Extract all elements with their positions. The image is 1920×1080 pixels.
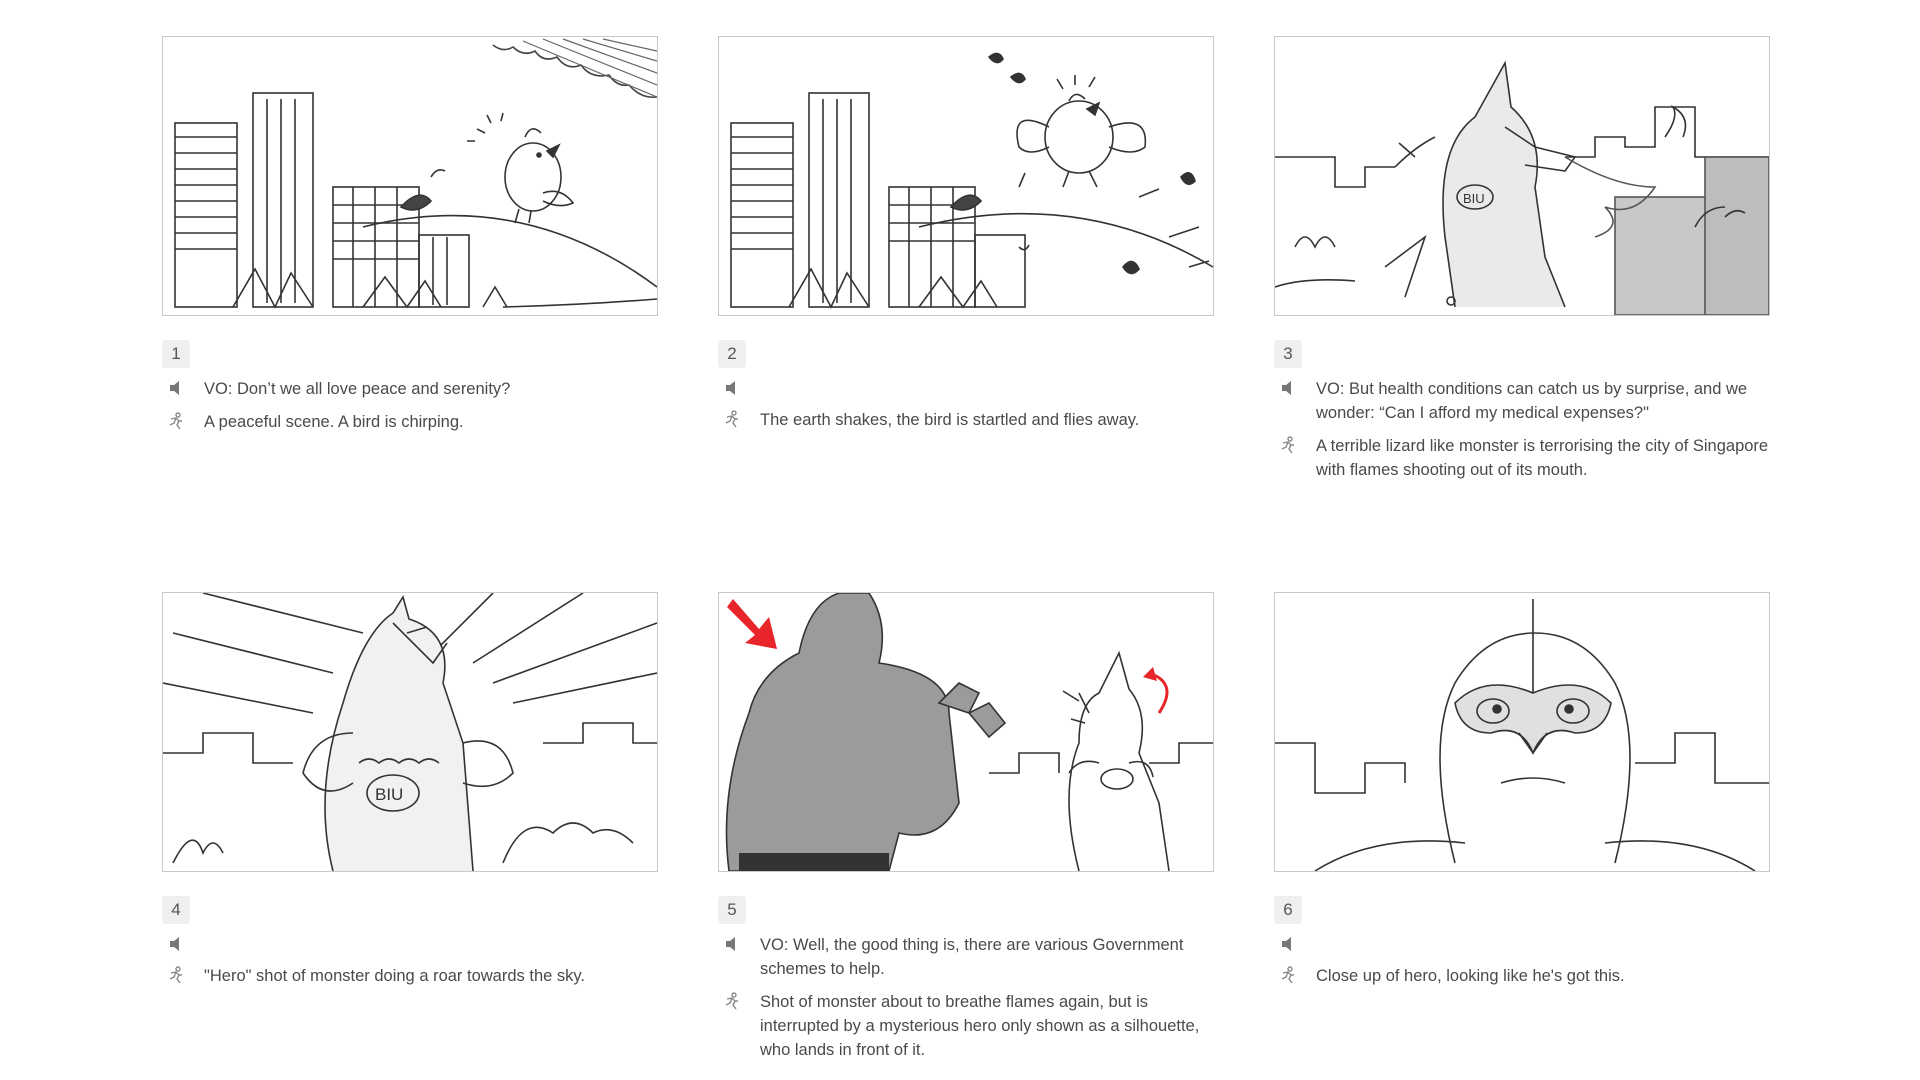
sketch-hero-silhouette <box>719 593 1213 871</box>
audio-row <box>1274 933 1770 955</box>
action-text: "Hero" shot of monster doing a roar towards the sky. <box>204 967 585 985</box>
running-figure-icon <box>162 410 190 432</box>
audio-row <box>718 933 1214 981</box>
sketch-monster-city <box>1275 37 1769 315</box>
action-row <box>718 990 1214 1062</box>
speaker-icon <box>1274 377 1302 399</box>
panel-number: 5 <box>718 896 746 924</box>
panel-number: 2 <box>718 340 746 368</box>
speaker-icon <box>1274 933 1302 955</box>
storyboard-panel-1 <box>162 36 658 434</box>
running-figure-icon <box>1274 434 1302 456</box>
audio-text: VO: Well, the good thing is, there are various Government schemes to help. <box>760 936 1184 978</box>
audio-text: VO: Don’t we all love peace and serenity? <box>204 380 511 398</box>
sketch-city-bird <box>163 37 657 315</box>
action-text: Shot of monster about to breathe flames again, but is interrupted by a mysterious hero only shown as a silhouette, who lands in front of it. <box>760 993 1200 1059</box>
panel-2-sketch[interactable] <box>718 36 1214 316</box>
running-figure-icon <box>718 990 746 1012</box>
audio-text: VO: But health conditions can catch us by surprise, and we wonder: “Can I afford my medical expenses?" <box>1316 380 1748 422</box>
sketch-monster-roar <box>163 593 657 871</box>
action-row <box>718 408 1214 432</box>
panel-3-sketch[interactable] <box>1274 36 1770 316</box>
monster-chest-text: BIU <box>375 785 404 804</box>
audio-row <box>162 377 658 401</box>
action-row <box>1274 964 1770 988</box>
speaker-icon <box>162 933 190 955</box>
panel-number: 6 <box>1274 896 1302 924</box>
panel-6-sketch[interactable] <box>1274 592 1770 872</box>
storyboard-panel-3 <box>1274 36 1770 482</box>
panel-number: 3 <box>1274 340 1302 368</box>
panel-1-sketch[interactable] <box>162 36 658 316</box>
action-row <box>162 964 658 988</box>
running-figure-icon <box>718 408 746 430</box>
sketch-bird-startled <box>719 37 1213 315</box>
audio-row <box>162 933 658 955</box>
audio-row <box>718 377 1214 399</box>
monster-chest-text: BIU <box>1463 191 1485 206</box>
running-figure-icon <box>162 964 190 986</box>
panel-4-sketch[interactable] <box>162 592 658 872</box>
storyboard-panel-4 <box>162 592 658 988</box>
action-row <box>162 410 658 434</box>
action-text: The earth shakes, the bird is startled and flies away. <box>760 411 1140 429</box>
panel-number: 4 <box>162 896 190 924</box>
storyboard-panel-2 <box>718 36 1214 432</box>
panel-5-sketch[interactable] <box>718 592 1214 872</box>
storyboard-panel-6 <box>1274 592 1770 988</box>
panel-number: 1 <box>162 340 190 368</box>
speaker-icon <box>718 377 746 399</box>
action-row <box>1274 434 1770 482</box>
running-figure-icon <box>1274 964 1302 986</box>
action-text: A peaceful scene. A bird is chirping. <box>204 413 464 431</box>
speaker-icon <box>162 377 190 399</box>
audio-row <box>1274 377 1770 425</box>
speaker-icon <box>718 933 746 955</box>
storyboard-panel-5 <box>718 592 1214 1062</box>
sketch-hero-closeup <box>1275 593 1769 871</box>
action-text: A terrible lizard like monster is terrorising the city of Singapore with flames shooting out of its mouth. <box>1316 437 1769 479</box>
action-text: Close up of hero, looking like he's got this. <box>1316 967 1625 985</box>
